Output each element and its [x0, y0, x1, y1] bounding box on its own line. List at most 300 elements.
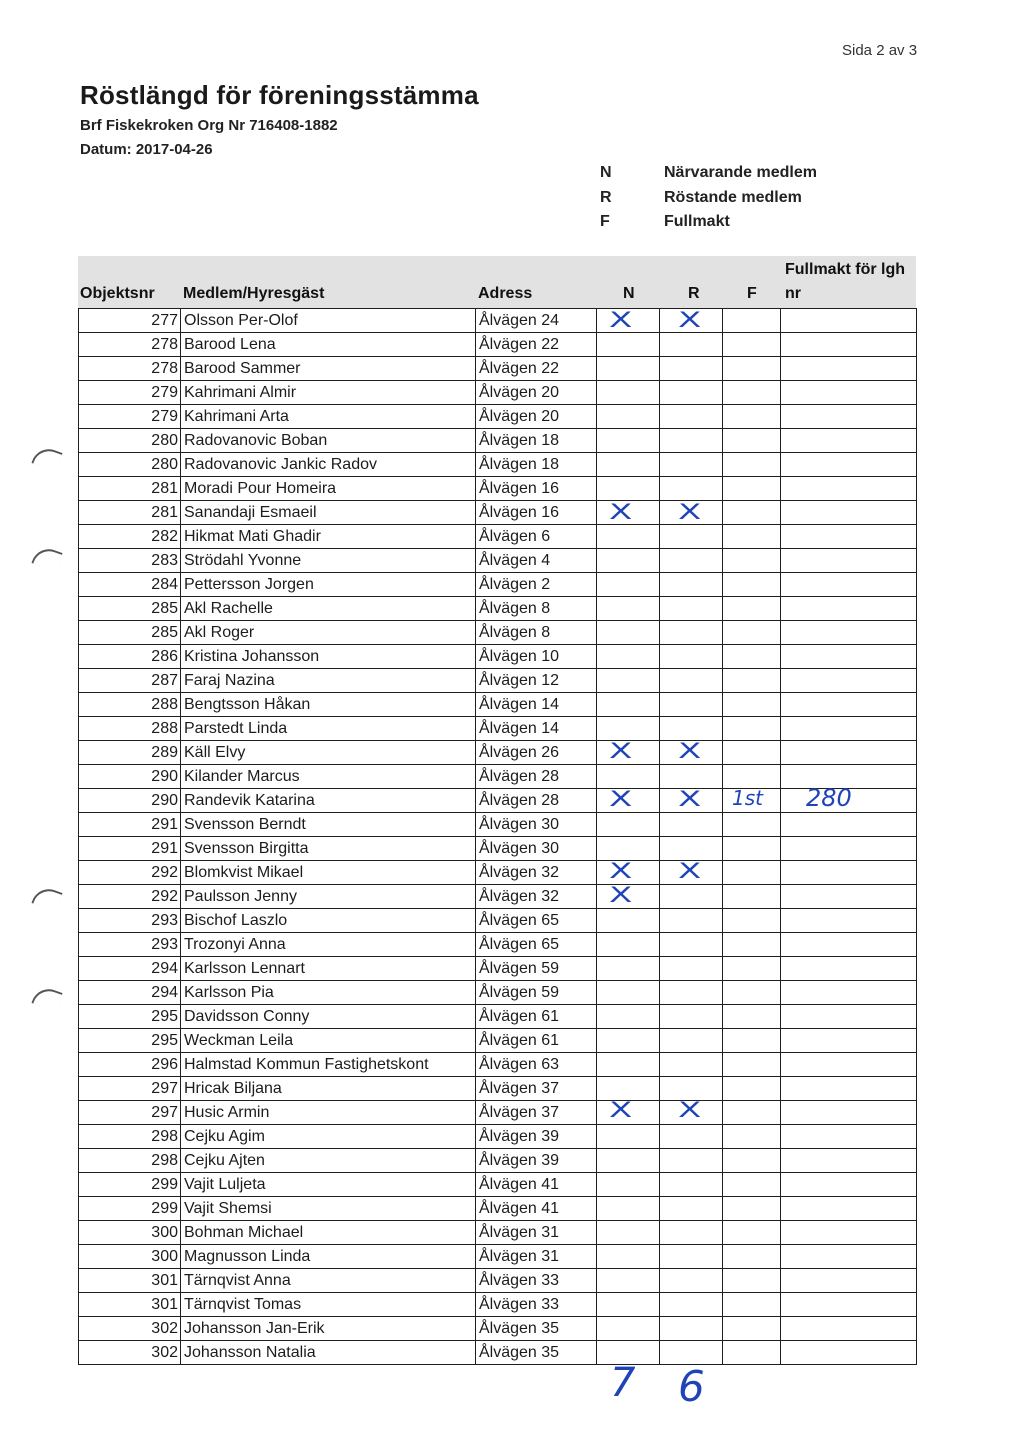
proxy-cell — [723, 645, 781, 669]
legend-code: N — [600, 164, 612, 181]
object-number-cell: 300 — [79, 1245, 181, 1269]
proxy-apartment-cell — [781, 453, 917, 477]
address-cell: Ålvägen 37 — [476, 1077, 597, 1101]
proxy-apartment-cell — [781, 333, 917, 357]
proxy-cell — [723, 885, 781, 909]
address-cell: Ålvägen 18 — [476, 453, 597, 477]
proxy-cell — [723, 1005, 781, 1029]
voting-cell — [660, 1125, 723, 1149]
member-name-cell: Magnusson Linda — [181, 1245, 476, 1269]
object-number-cell: 299 — [79, 1173, 181, 1197]
present-cell — [597, 549, 660, 573]
address-cell: Ålvägen 35 — [476, 1341, 597, 1365]
address-cell: Ålvägen 31 — [476, 1245, 597, 1269]
present-cell — [597, 1197, 660, 1221]
proxy-cell — [723, 1053, 781, 1077]
member-name-cell: Sanandaji Esmaeil — [181, 501, 476, 525]
voting-mark: X — [678, 786, 702, 812]
address-cell: Ålvägen 16 — [476, 501, 597, 525]
table-row — [79, 1245, 917, 1269]
proxy-apartment-cell — [781, 1053, 917, 1077]
member-name-cell: Akl Rachelle — [181, 597, 476, 621]
address-cell: Ålvägen 65 — [476, 933, 597, 957]
object-number-cell: 292 — [79, 861, 181, 885]
proxy-apartment-cell — [781, 837, 917, 861]
header-f: F — [747, 285, 757, 302]
table-row — [79, 573, 917, 597]
table-row — [79, 885, 917, 909]
object-number-cell: 294 — [79, 957, 181, 981]
voting-cell — [660, 1293, 723, 1317]
header-n: N — [623, 285, 635, 302]
address-cell: Ålvägen 65 — [476, 909, 597, 933]
object-number-cell: 295 — [79, 1005, 181, 1029]
table-row — [79, 381, 917, 405]
table-row — [79, 1077, 917, 1101]
member-name-cell: Weckman Leila — [181, 1029, 476, 1053]
address-cell: Ålvägen 24 — [476, 309, 597, 333]
address-cell: Ålvägen 10 — [476, 645, 597, 669]
voting-cell — [660, 717, 723, 741]
present-cell — [597, 645, 660, 669]
voting-roll-table — [78, 308, 917, 1365]
table-row — [79, 1149, 917, 1173]
address-cell: Ålvägen 30 — [476, 813, 597, 837]
table-row — [79, 861, 917, 885]
table-row — [79, 333, 917, 357]
address-cell: Ålvägen 39 — [476, 1125, 597, 1149]
member-name-cell: Radovanovic Boban — [181, 429, 476, 453]
voting-cell — [660, 981, 723, 1005]
present-cell — [597, 597, 660, 621]
member-name-cell: Cejku Ajten — [181, 1149, 476, 1173]
present-mark: X — [609, 1097, 633, 1123]
proxy-apartment-cell — [781, 1293, 917, 1317]
present-mark: X — [609, 858, 633, 884]
table-row — [79, 1029, 917, 1053]
proxy-apartment-cell — [781, 1125, 917, 1149]
legend-row — [600, 164, 817, 189]
proxy-apartment-cell — [781, 861, 917, 885]
table-row — [79, 1317, 917, 1341]
present-cell — [597, 333, 660, 357]
voting-cell — [660, 453, 723, 477]
table-row — [79, 1293, 917, 1317]
member-name-cell: Blomkvist Mikael — [181, 861, 476, 885]
table-row — [79, 669, 917, 693]
address-cell: Ålvägen 4 — [476, 549, 597, 573]
proxy-cell — [723, 477, 781, 501]
member-name-cell: Svensson Berndt — [181, 813, 476, 837]
present-mark: X — [609, 499, 633, 524]
voting-cell — [660, 1173, 723, 1197]
present-cell — [597, 909, 660, 933]
table-row — [79, 597, 917, 621]
proxy-cell — [723, 957, 781, 981]
address-cell: Ålvägen 59 — [476, 981, 597, 1005]
address-cell: Ålvägen 18 — [476, 429, 597, 453]
present-cell — [597, 1149, 660, 1173]
object-number-cell: 279 — [79, 381, 181, 405]
object-number-cell: 300 — [79, 1221, 181, 1245]
voting-cell — [660, 333, 723, 357]
address-cell: Ålvägen 22 — [476, 333, 597, 357]
voting-cell — [660, 669, 723, 693]
document-date: Datum: 2017-04-26 — [80, 141, 213, 158]
member-name-cell: Bengtsson Håkan — [181, 693, 476, 717]
voting-cell — [660, 525, 723, 549]
address-cell: Ålvägen 20 — [476, 405, 597, 429]
member-name-cell: Moradi Pour Homeira — [181, 477, 476, 501]
voting-cell — [660, 1149, 723, 1173]
present-cell — [597, 813, 660, 837]
proxy-apartment-cell — [781, 573, 917, 597]
proxy-apartment-cell — [781, 1101, 917, 1125]
voting-cell — [660, 693, 723, 717]
proxy-apartment-cell — [781, 357, 917, 381]
table-row — [79, 645, 917, 669]
address-cell: Ålvägen 12 — [476, 669, 597, 693]
table-row — [79, 525, 917, 549]
member-name-cell: Davidsson Conny — [181, 1005, 476, 1029]
object-number-cell: 285 — [79, 621, 181, 645]
proxy-apartment-cell — [781, 525, 917, 549]
proxy-apartment-cell — [781, 741, 917, 765]
proxy-apartment-cell — [781, 717, 917, 741]
proxy-cell — [723, 1149, 781, 1173]
voting-cell — [660, 597, 723, 621]
proxy-cell — [723, 1101, 781, 1125]
present-cell — [597, 957, 660, 981]
voting-cell — [660, 357, 723, 381]
legend-label: Fullmakt — [664, 213, 730, 230]
address-cell: Ålvägen 37 — [476, 1101, 597, 1125]
present-cell — [597, 1269, 660, 1293]
object-number-cell: 292 — [79, 885, 181, 909]
object-number-cell: 299 — [79, 1197, 181, 1221]
present-cell — [597, 357, 660, 381]
present-cell — [597, 573, 660, 597]
table-row — [79, 1101, 917, 1125]
member-name-cell: Pettersson Jorgen — [181, 573, 476, 597]
object-number-cell: 281 — [79, 501, 181, 525]
table-row — [79, 429, 917, 453]
present-cell — [597, 477, 660, 501]
object-number-cell: 298 — [79, 1125, 181, 1149]
proxy-apartment-cell — [781, 1149, 917, 1173]
voting-mark: X — [678, 1097, 702, 1123]
proxy-apartment-cell — [781, 813, 917, 837]
member-name-cell: Radovanovic Jankic Radov — [181, 453, 476, 477]
member-name-cell: Kilander Marcus — [181, 765, 476, 789]
proxy-cell — [723, 1077, 781, 1101]
member-name-cell: Vajit Shemsi — [181, 1197, 476, 1221]
proxy-cell — [723, 909, 781, 933]
member-name-cell: Randevik Katarina — [181, 789, 476, 813]
present-cell — [597, 1317, 660, 1341]
address-cell: Ålvägen 20 — [476, 381, 597, 405]
address-cell: Ålvägen 14 — [476, 693, 597, 717]
proxy-apartment-cell — [781, 309, 917, 333]
table-row — [79, 477, 917, 501]
present-cell — [597, 693, 660, 717]
proxy-apartment-cell — [781, 1029, 917, 1053]
object-number-cell: 278 — [79, 333, 181, 357]
voting-cell — [660, 933, 723, 957]
proxy-apartment-cell — [781, 1317, 917, 1341]
present-cell — [597, 621, 660, 645]
proxy-cell — [723, 1317, 781, 1341]
legend-row — [600, 189, 817, 214]
object-number-cell: 294 — [79, 981, 181, 1005]
total-voting: 6 — [678, 1362, 705, 1411]
voting-cell — [660, 1197, 723, 1221]
table-row — [79, 405, 917, 429]
proxy-cell — [723, 501, 781, 525]
present-cell — [597, 837, 660, 861]
proxy-cell — [723, 1269, 781, 1293]
present-cell — [597, 717, 660, 741]
object-number-cell: 302 — [79, 1317, 181, 1341]
address-cell: Ålvägen 59 — [476, 957, 597, 981]
proxy-apartment-cell — [781, 1245, 917, 1269]
proxy-apartment-cell — [781, 1341, 917, 1365]
document-title: Röstlängd för föreningsstämma — [80, 80, 479, 110]
proxy-cell — [723, 1197, 781, 1221]
member-name-cell: Hikmat Mati Ghadir — [181, 525, 476, 549]
present-cell — [597, 381, 660, 405]
address-cell: Ålvägen 32 — [476, 885, 597, 909]
voting-cell — [660, 573, 723, 597]
voting-cell — [660, 885, 723, 909]
binder-hole-mark — [31, 984, 62, 1012]
object-number-cell: 297 — [79, 1101, 181, 1125]
voting-cell — [660, 813, 723, 837]
proxy-apartment-cell — [781, 981, 917, 1005]
member-name-cell: Käll Elvy — [181, 741, 476, 765]
proxy-apartment-cell — [781, 381, 917, 405]
present-cell — [597, 1173, 660, 1197]
proxy-cell — [723, 1029, 781, 1053]
member-name-cell: Olsson Per-Olof — [181, 309, 476, 333]
proxy-apartment-cell — [781, 1269, 917, 1293]
proxy-cell — [723, 309, 781, 333]
table-row — [79, 693, 917, 717]
member-name-cell: Johansson Jan-Erik — [181, 1317, 476, 1341]
present-cell — [597, 933, 660, 957]
member-name-cell: Johansson Natalia — [181, 1341, 476, 1365]
member-name-cell: Halmstad Kommun Fastighetskont — [181, 1053, 476, 1077]
voting-mark: X — [678, 499, 702, 524]
address-cell: Ålvägen 41 — [476, 1173, 597, 1197]
present-cell — [597, 1245, 660, 1269]
address-cell: Ålvägen 22 — [476, 357, 597, 381]
address-cell: Ålvägen 63 — [476, 1053, 597, 1077]
object-number-cell: 278 — [79, 357, 181, 381]
table-row — [79, 765, 917, 789]
address-cell: Ålvägen 2 — [476, 573, 597, 597]
object-number-cell: 298 — [79, 1149, 181, 1173]
header-proxy-line1: Fullmakt för lgh — [785, 261, 905, 278]
member-name-cell: Paulsson Jenny — [181, 885, 476, 909]
proxy-apartment-cell — [781, 933, 917, 957]
voting-cell — [660, 477, 723, 501]
table-row — [79, 1173, 917, 1197]
address-cell: Ålvägen 28 — [476, 765, 597, 789]
proxy-cell — [723, 1293, 781, 1317]
proxy-cell — [723, 717, 781, 741]
member-name-cell: Bohman Michael — [181, 1221, 476, 1245]
header-objektsnr: Objektsnr — [80, 285, 155, 302]
table-row — [79, 357, 917, 381]
header-proxy-line2: nr — [785, 285, 801, 302]
object-number-cell: 283 — [79, 549, 181, 573]
object-number-cell: 277 — [79, 309, 181, 333]
proxy-cell — [723, 1245, 781, 1269]
proxy-apartment-number: 280 — [806, 783, 852, 812]
address-cell: Ålvägen 30 — [476, 837, 597, 861]
object-number-cell: 301 — [79, 1293, 181, 1317]
proxy-apartment-cell — [781, 957, 917, 981]
present-cell — [597, 405, 660, 429]
header-member: Medlem/Hyresgäst — [183, 285, 325, 302]
table-row — [79, 549, 917, 573]
present-cell — [597, 981, 660, 1005]
address-cell: Ålvägen 32 — [476, 861, 597, 885]
object-number-cell: 287 — [79, 669, 181, 693]
voting-cell — [660, 1317, 723, 1341]
object-number-cell: 293 — [79, 909, 181, 933]
voting-cell — [660, 837, 723, 861]
member-name-cell: Svensson Birgitta — [181, 837, 476, 861]
member-name-cell: Kristina Johansson — [181, 645, 476, 669]
object-number-cell: 289 — [79, 741, 181, 765]
present-mark: X — [609, 307, 633, 333]
proxy-cell — [723, 1221, 781, 1245]
object-number-cell: 285 — [79, 597, 181, 621]
proxy-cell — [723, 429, 781, 453]
proxy-apartment-cell — [781, 1173, 917, 1197]
proxy-apartment-cell — [781, 669, 917, 693]
object-number-cell: 288 — [79, 693, 181, 717]
voting-cell — [660, 645, 723, 669]
proxy-cell — [723, 1341, 781, 1365]
legend-code: R — [600, 188, 612, 206]
proxy-cell — [723, 741, 781, 765]
voting-cell — [660, 1269, 723, 1293]
present-cell — [597, 525, 660, 549]
proxy-apartment-cell — [781, 1197, 917, 1221]
binder-hole-mark — [31, 544, 62, 572]
header-r: R — [688, 285, 700, 302]
address-cell: Ålvägen 28 — [476, 789, 597, 813]
proxy-apartment-cell — [781, 1221, 917, 1245]
present-cell — [597, 429, 660, 453]
proxy-apartment-cell — [781, 693, 917, 717]
proxy-cell — [723, 693, 781, 717]
address-cell: Ålvägen 8 — [476, 621, 597, 645]
table-row — [79, 621, 917, 645]
member-name-cell: Karlsson Pia — [181, 981, 476, 1005]
table-row — [79, 1221, 917, 1245]
voting-cell — [660, 1245, 723, 1269]
present-mark: X — [609, 786, 633, 812]
address-cell: Ålvägen 61 — [476, 1029, 597, 1053]
voting-cell — [660, 909, 723, 933]
object-number-cell: 282 — [79, 525, 181, 549]
member-name-cell: Barood Sammer — [181, 357, 476, 381]
member-name-cell: Faraj Nazina — [181, 669, 476, 693]
present-cell — [597, 1053, 660, 1077]
table-row — [79, 813, 917, 837]
present-cell — [597, 1005, 660, 1029]
member-name-cell: Parstedt Linda — [181, 717, 476, 741]
proxy-cell — [723, 573, 781, 597]
proxy-cell — [723, 813, 781, 837]
proxy-cell — [723, 1173, 781, 1197]
proxy-apartment-cell — [781, 885, 917, 909]
member-name-cell: Husic Armin — [181, 1101, 476, 1125]
proxy-cell — [723, 381, 781, 405]
object-number-cell: 286 — [79, 645, 181, 669]
table-row — [79, 837, 917, 861]
proxy-apartment-cell — [781, 501, 917, 525]
address-cell: Ålvägen 14 — [476, 717, 597, 741]
binder-hole-mark — [31, 884, 62, 912]
voting-mark: X — [678, 307, 702, 333]
proxy-cell — [723, 1125, 781, 1149]
voting-cell — [660, 549, 723, 573]
total-present: 7 — [610, 1360, 636, 1406]
legend — [600, 164, 817, 238]
voting-cell — [660, 1005, 723, 1029]
proxy-cell — [723, 357, 781, 381]
member-name-cell: Kahrimani Arta — [181, 405, 476, 429]
voting-cell — [660, 765, 723, 789]
table-row — [79, 981, 917, 1005]
legend-code: F — [600, 213, 610, 230]
voting-cell — [660, 1029, 723, 1053]
proxy-cell — [723, 333, 781, 357]
voting-cell — [660, 405, 723, 429]
member-name-cell: Akl Roger — [181, 621, 476, 645]
member-name-cell: Hricak Biljana — [181, 1077, 476, 1101]
object-number-cell: 297 — [79, 1077, 181, 1101]
address-cell: Ålvägen 35 — [476, 1317, 597, 1341]
proxy-cell — [723, 453, 781, 477]
present-mark: X — [609, 738, 633, 764]
address-cell: Ålvägen 33 — [476, 1269, 597, 1293]
present-cell — [597, 1029, 660, 1053]
member-name-cell: Tärnqvist Tomas — [181, 1293, 476, 1317]
address-cell: Ålvägen 8 — [476, 597, 597, 621]
member-name-cell: Kahrimani Almir — [181, 381, 476, 405]
object-number-cell: 280 — [79, 429, 181, 453]
table-row — [79, 1197, 917, 1221]
member-name-cell: Bischof Laszlo — [181, 909, 476, 933]
object-number-cell: 280 — [79, 453, 181, 477]
table-row — [79, 1341, 917, 1365]
object-number-cell: 290 — [79, 789, 181, 813]
proxy-cell — [723, 933, 781, 957]
address-cell: Ålvägen 31 — [476, 1221, 597, 1245]
object-number-cell: 279 — [79, 405, 181, 429]
proxy-cell — [723, 621, 781, 645]
address-cell: Ålvägen 39 — [476, 1149, 597, 1173]
present-cell — [597, 1293, 660, 1317]
member-name-cell: Vajit Luljeta — [181, 1173, 476, 1197]
proxy-cell — [723, 837, 781, 861]
